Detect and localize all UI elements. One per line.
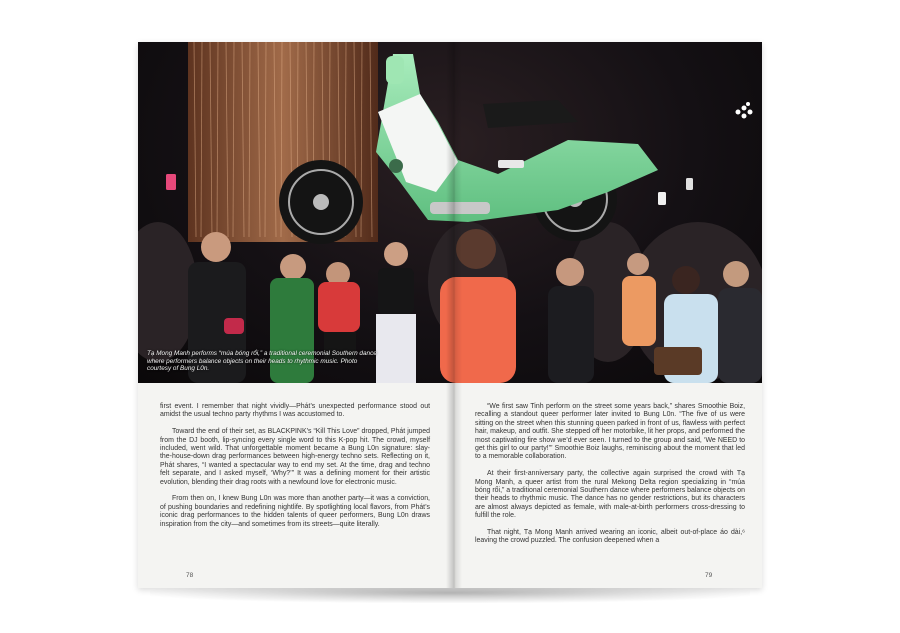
paragraph: From then on, I knew Bung L0n was more than another party—it was a conviction, of pushing boundaries and redefining nightlife. By spotlighting local flavors, from Phát’s iconic drag performances to the hidden talents of queer performers, Bung L0n draws inspiration from the city—and sometimes from its streets—quite literally. bbox=[160, 495, 430, 528]
page-number-left: 78 bbox=[186, 572, 194, 579]
paragraph: At their first-anniversary party, the collective again surprised the crowd with Tạ Mong Manh, a queer artist from the rural Mekong Delta region specializing in “múa bóng rổi,” a traditional ceremonial Southern dance where performers balance objects on their heads to rhythmic music. The dance has no gender restrictions, but its characters are almost always depicted as female, with male-at-birth performers cross-dressing to fulfill the role. bbox=[475, 470, 745, 520]
right-page-text bbox=[475, 403, 745, 554]
left-page-text bbox=[160, 403, 430, 537]
spread-photo bbox=[138, 42, 762, 383]
paragraph: “We first saw Tinh perform on the street some years back,” shares Smoothie Boiz, recalling a standout queer performer later invited to Bung L0n. “The five of us were sitting on the street when this stunning queen parked in front of us, flawless with perfect hair, makeup, and outfit. She stepped off her motorbike, lit her props, and performed the most captivating fire show we’d ever seen. I turned to the group and said, ‘We NEED to get this girl to our party!’” Smoothie Boiz laughs, reminiscing about the moment that led to a memorable collaboration. bbox=[475, 403, 745, 461]
crowd-motorbike-illustration bbox=[138, 42, 762, 383]
paragraph: Toward the end of their set, as BLACKPINK’s “Kill This Love” dropped, Phát jumped from the DJ booth, lip-syncing every single word to this K-pop hit. The crowd, myself included, went wild. That unforgettable moment became a Bung L0n signature: slay-the-house-down drag performances between high-energy techno sets. Reflecting on it, Phát shares, “I wanted a spectacular way to end my set. At the time, drag and techno felt separate, and I asked myself, ‘Why?’” It was a defining moment for their artistic evolution, blending their drag roots with a newfound love for electronic music. bbox=[160, 428, 430, 486]
photo-caption: Tạ Mong Manh performs “múa bóng rổi,” a traditional ceremonial Southern dance where performers balance objects on their heads to rhythmic music. Photo courtesy of Bung L0n. bbox=[147, 350, 377, 373]
paragraph: That night, Tạ Mong Manh arrived wearing an iconic, albeit out-of-place áo dài,⁶ leaving the crowd puzzled. The confusion deepened when a bbox=[475, 529, 745, 545]
magazine-spread bbox=[138, 42, 762, 588]
page-number-right: 79 bbox=[705, 572, 713, 579]
paragraph: first event. I remember that night vividly—Phát’s unexpected performance stood out amidst the usual techno party rhythms I was accustomed to. bbox=[160, 403, 430, 419]
